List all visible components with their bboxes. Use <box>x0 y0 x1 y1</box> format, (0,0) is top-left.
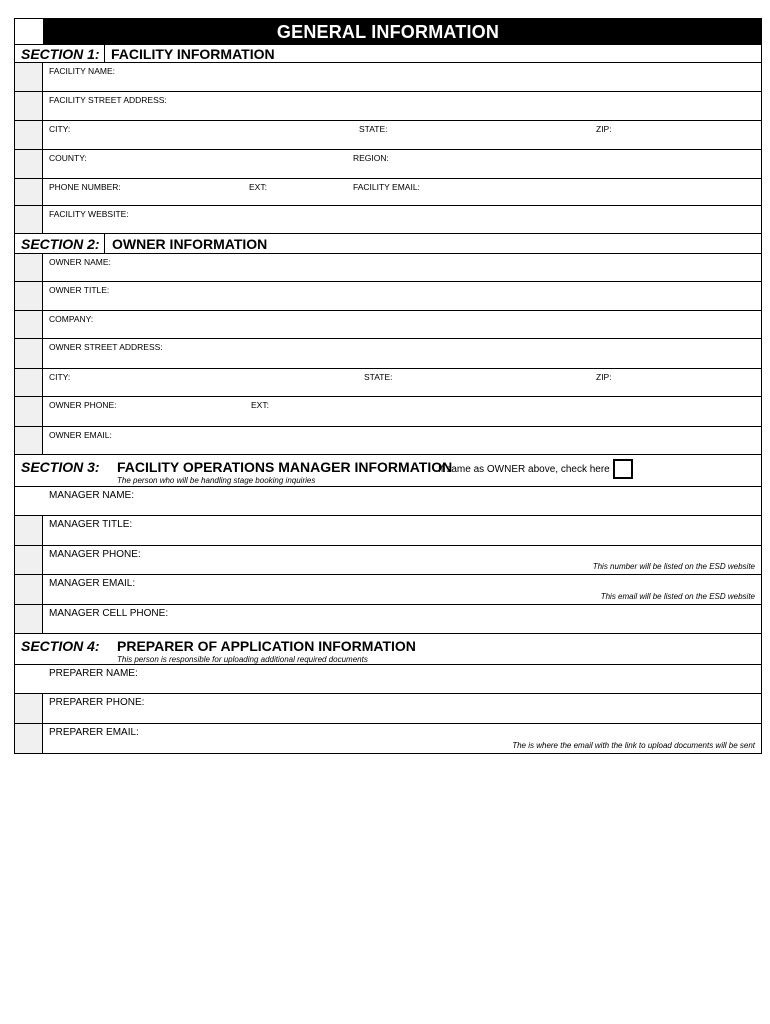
owner-name-label: OWNER NAME: <box>49 257 111 267</box>
owner-city-label: CITY: <box>49 372 71 382</box>
preparer-name-row <box>14 665 762 694</box>
section-3-title: FACILITY OPERATIONS MANAGER INFORMATION <box>117 459 453 475</box>
owner-city-row <box>14 369 762 397</box>
owner-name-row <box>14 254 762 282</box>
facility-state-label: STATE: <box>359 124 388 134</box>
facility-phone-row <box>14 179 762 206</box>
owner-email-row <box>14 427 762 455</box>
manager-phone-label: MANAGER PHONE: <box>49 549 141 560</box>
owner-title-row <box>14 282 762 311</box>
section-4-title: PREPARER OF APPLICATION INFORMATION <box>117 638 416 654</box>
facility-phone-label: PHONE NUMBER: <box>49 182 121 192</box>
row-gutter <box>15 694 43 723</box>
owner-zip-label: ZIP: <box>596 372 612 382</box>
facility-city-row <box>14 121 762 150</box>
preparer-name-label: PREPARER NAME: <box>49 668 138 679</box>
facility-county-row <box>14 150 762 179</box>
section-1-label: SECTION 1: <box>21 46 100 62</box>
manager-email-label: MANAGER EMAIL: <box>49 578 136 589</box>
manager-email-note: This email will be listed on the ESD website <box>600 592 755 601</box>
section-3-label: SECTION 3: <box>21 459 100 475</box>
row-gutter <box>15 92 43 120</box>
section-2-title: OWNER INFORMATION <box>112 236 268 252</box>
row-gutter <box>15 150 43 178</box>
section-3-header <box>14 455 762 487</box>
section-4-header <box>14 634 762 665</box>
manager-title-field[interactable] <box>49 530 755 543</box>
manager-name-row <box>14 487 762 516</box>
row-gutter <box>15 397 43 426</box>
company-field[interactable] <box>49 325 755 336</box>
manager-email-field[interactable] <box>49 589 755 602</box>
manager-phone-row <box>14 546 762 575</box>
owner-street-field[interactable] <box>49 353 755 366</box>
owner-phone-label: OWNER PHONE: <box>49 400 117 410</box>
form-title: GENERAL INFORMATION <box>276 22 500 42</box>
owner-title-label: OWNER TITLE: <box>49 285 110 295</box>
facility-name-row <box>14 63 762 92</box>
owner-title-field[interactable] <box>49 296 755 308</box>
preparer-phone-row <box>14 694 762 724</box>
preparer-email-note: The is where the email with the link to upload documents will be sent <box>512 741 755 750</box>
section-1-title: FACILITY INFORMATION <box>111 46 275 62</box>
form-title-bar <box>14 18 762 45</box>
section-2-label: SECTION 2: <box>21 236 100 252</box>
facility-city-label: CITY: <box>49 124 71 134</box>
owner-name-field[interactable] <box>49 268 755 279</box>
row-gutter <box>15 665 43 693</box>
row-gutter <box>15 206 43 233</box>
facility-city-state-zip-field[interactable] <box>49 135 755 147</box>
section-2-divider <box>104 234 105 253</box>
row-gutter <box>15 311 43 338</box>
manager-cell-field[interactable] <box>49 619 755 631</box>
preparer-email-row <box>14 724 762 754</box>
owner-phone-row <box>14 397 762 427</box>
manager-title-label: MANAGER TITLE: <box>49 519 133 530</box>
owner-phone-field[interactable] <box>49 411 755 424</box>
section-4-subtitle: This person is responsible for uploading additional required documents <box>117 655 368 664</box>
same-as-owner-label: If same as OWNER above, check here <box>438 464 610 475</box>
row-gutter <box>15 487 43 515</box>
facility-street-label: FACILITY STREET ADDRESS: <box>49 95 167 105</box>
facility-name-label: FACILITY NAME: <box>49 66 115 76</box>
facility-phone-email-field[interactable] <box>49 193 755 203</box>
row-gutter <box>15 427 43 454</box>
preparer-name-field[interactable] <box>49 679 755 691</box>
row-gutter <box>15 121 43 149</box>
row-gutter <box>15 369 43 396</box>
manager-name-field[interactable] <box>49 501 755 513</box>
manager-cell-row <box>14 605 762 634</box>
manager-phone-field[interactable] <box>49 560 755 572</box>
owner-street-row <box>14 339 762 369</box>
row-gutter <box>15 546 43 574</box>
manager-name-label: MANAGER NAME: <box>49 490 135 501</box>
owner-email-label: OWNER EMAIL: <box>49 430 112 440</box>
row-gutter <box>15 282 43 310</box>
section-1-divider <box>104 45 105 62</box>
facility-zip-label: ZIP: <box>596 124 612 134</box>
facility-email-label: FACILITY EMAIL: <box>353 182 420 192</box>
same-as-owner-checkbox[interactable] <box>613 459 633 479</box>
owner-city-state-zip-field[interactable] <box>49 383 755 394</box>
facility-website-row <box>14 206 762 234</box>
manager-phone-note: This number will be listed on the ESD website <box>592 562 755 571</box>
row-gutter <box>15 63 43 91</box>
facility-region-label: REGION: <box>353 153 389 163</box>
owner-email-field[interactable] <box>49 441 755 452</box>
general-information-form <box>14 18 762 754</box>
facility-ext-label: EXT: <box>249 182 267 192</box>
company-row <box>14 311 762 339</box>
company-label: COMPANY: <box>49 314 94 324</box>
owner-state-label: STATE: <box>364 372 393 382</box>
facility-website-field[interactable] <box>49 220 755 231</box>
section-1-header <box>14 45 762 63</box>
row-gutter <box>15 254 43 281</box>
section-4-label: SECTION 4: <box>21 638 100 654</box>
facility-name-field[interactable] <box>49 77 755 89</box>
preparer-email-label: PREPARER EMAIL: <box>49 727 139 738</box>
row-gutter <box>15 575 43 604</box>
row-gutter <box>15 605 43 633</box>
manager-email-row <box>14 575 762 605</box>
preparer-phone-label: PREPARER PHONE: <box>49 697 145 708</box>
facility-street-row <box>14 92 762 121</box>
facility-website-label: FACILITY WEBSITE: <box>49 209 129 219</box>
preparer-phone-field[interactable] <box>49 708 755 721</box>
owner-ext-label: EXT: <box>251 400 269 410</box>
facility-county-region-field[interactable] <box>49 164 755 176</box>
section-3-subtitle: The person who will be handling stage booking inquiries <box>117 476 316 485</box>
row-gutter <box>15 724 43 753</box>
preparer-email-field[interactable] <box>49 738 755 751</box>
row-gutter <box>15 516 43 545</box>
section-2-header <box>14 234 762 254</box>
manager-title-row <box>14 516 762 546</box>
row-gutter <box>15 339 43 368</box>
facility-county-label: COUNTY: <box>49 153 87 163</box>
manager-cell-label: MANAGER CELL PHONE: <box>49 608 169 619</box>
facility-street-field[interactable] <box>49 106 755 118</box>
row-gutter <box>15 179 43 205</box>
owner-street-label: OWNER STREET ADDRESS: <box>49 342 163 352</box>
